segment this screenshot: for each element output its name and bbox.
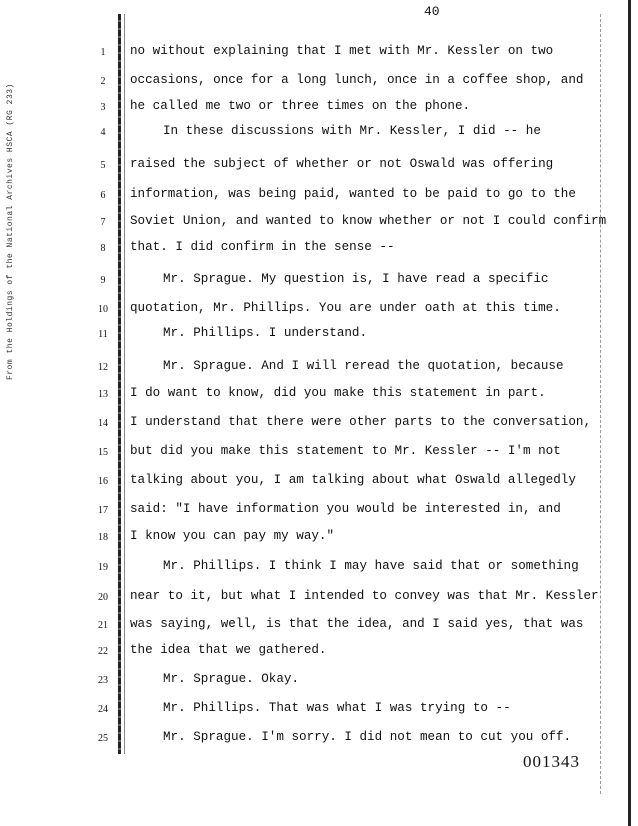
transcript-line: I know you can pay my way." bbox=[130, 529, 335, 543]
line-number: 14 bbox=[98, 418, 108, 429]
transcript-line: In these discussions with Mr. Kessler, I did -- he bbox=[163, 124, 541, 138]
line-number: 18 bbox=[98, 532, 108, 543]
line-number: 21 bbox=[98, 620, 108, 631]
line-number: 3 bbox=[100, 102, 106, 113]
transcript-line: was saying, well, is that the idea, and I said yes, that was bbox=[130, 617, 584, 631]
transcript-line: Mr. Sprague. Okay. bbox=[163, 672, 300, 686]
transcript-line: that. I did confirm in the sense -- bbox=[130, 240, 395, 254]
line-number: 7 bbox=[100, 217, 106, 228]
transcript-line: the idea that we gathered. bbox=[130, 643, 327, 657]
transcript-line: talking about you, I am talking about what Oswald allegedly bbox=[130, 473, 576, 487]
line-number: 10 bbox=[98, 304, 108, 315]
line-number: 22 bbox=[98, 646, 108, 657]
line-number: 12 bbox=[98, 362, 108, 373]
line-number: 16 bbox=[98, 476, 108, 487]
bates-number: 001343 bbox=[523, 752, 580, 771]
line-number: 11 bbox=[98, 329, 108, 340]
margin-rule bbox=[118, 14, 121, 754]
margin-rule-inner bbox=[124, 14, 125, 754]
line-number: 25 bbox=[98, 733, 108, 744]
transcript-line: Mr. Sprague. And I will reread the quotation, because bbox=[163, 359, 564, 373]
transcript-line: Mr. Phillips. I understand. bbox=[163, 326, 368, 340]
right-margin-rule bbox=[600, 14, 602, 794]
line-number: 5 bbox=[100, 160, 106, 171]
transcript-line: raised the subject of whether or not Oswald was offering bbox=[130, 157, 554, 171]
transcript-line: no without explaining that I met with Mr. Kessler on two bbox=[130, 44, 554, 58]
line-number: 8 bbox=[100, 243, 106, 254]
transcript-line: Mr. Phillips. That was what I was trying to -- bbox=[163, 701, 511, 715]
transcript-line: occasions, once for a long lunch, once in a coffee shop, and bbox=[130, 73, 584, 87]
line-number: 17 bbox=[98, 505, 108, 516]
transcript-line: Mr. Sprague. My question is, I have read a specific bbox=[163, 272, 549, 286]
line-number: 9 bbox=[100, 275, 106, 286]
line-number: 4 bbox=[100, 127, 106, 138]
transcript-line: Mr. Sprague. I'm sorry. I did not mean to cut you off. bbox=[163, 730, 572, 744]
transcript-line: Mr. Phillips. I think I may have said that or something bbox=[163, 559, 579, 573]
line-number: 1 bbox=[100, 47, 106, 58]
line-number: 19 bbox=[98, 562, 108, 573]
transcript-line: he called me two or three times on the phone. bbox=[130, 99, 471, 113]
transcript-line: I do want to know, did you make this statement in part. bbox=[130, 386, 546, 400]
transcript-line: I understand that there were other parts to the conversation, bbox=[130, 415, 592, 429]
transcript-line: information, was being paid, wanted to be paid to go to the bbox=[130, 187, 576, 201]
transcript-line: but did you make this statement to Mr. Kessler -- I'm not bbox=[130, 444, 561, 458]
archive-stamp: From the Holdings of the National Archives HSCA (RG 233) bbox=[6, 83, 15, 380]
page-number: 40 bbox=[424, 4, 440, 19]
line-number: 15 bbox=[98, 447, 108, 458]
line-number: 23 bbox=[98, 675, 108, 686]
line-number: 2 bbox=[100, 76, 106, 87]
line-number: 20 bbox=[98, 592, 108, 603]
scan-edge bbox=[628, 0, 631, 826]
line-number: 6 bbox=[100, 190, 106, 201]
line-number: 24 bbox=[98, 704, 108, 715]
line-number: 13 bbox=[98, 389, 108, 400]
transcript-line: near to it, but what I intended to convey was that Mr. Kessler bbox=[130, 589, 599, 603]
transcript-line: quotation, Mr. Phillips. You are under oath at this time. bbox=[130, 301, 561, 315]
transcript-line: said: "I have information you would be interested in, and bbox=[130, 502, 561, 516]
transcript-line: Soviet Union, and wanted to know whether or not I could confirm bbox=[130, 214, 607, 228]
